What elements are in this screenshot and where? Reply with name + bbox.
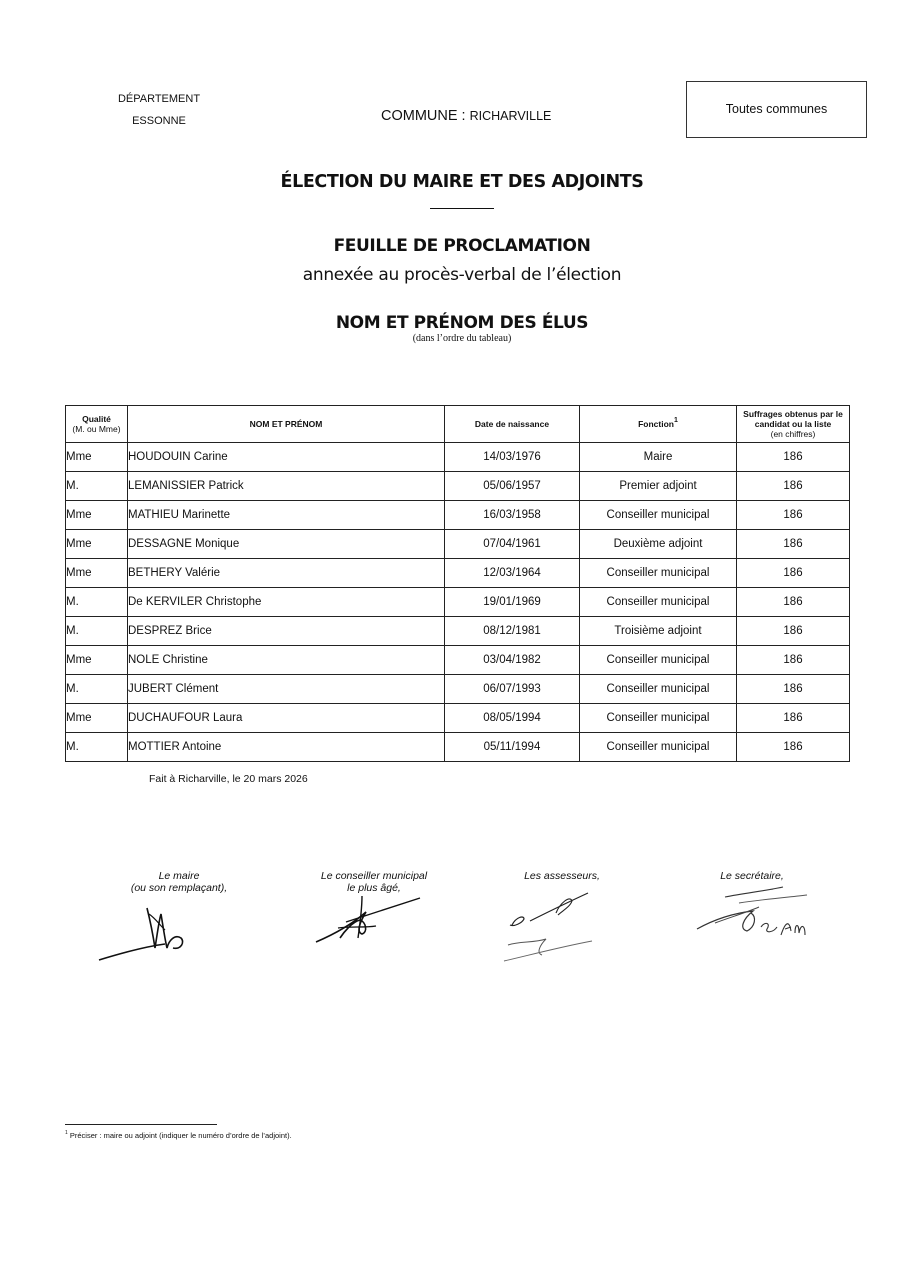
header-qualite — [66, 406, 128, 443]
cell-qualite: Mme — [66, 646, 128, 675]
cell-nom: NOLE Christine — [128, 646, 445, 675]
cell-suffrages: 186 — [737, 617, 850, 646]
cell-fonction: Conseiller municipal — [580, 588, 737, 617]
departement-label: DÉPARTEMENT — [117, 93, 201, 105]
title-divider — [430, 208, 494, 209]
cell-fonction: Premier adjoint — [580, 472, 737, 501]
departement-value: ESSONNE — [132, 115, 186, 127]
signature-label-conseiller — [304, 870, 444, 894]
cell-nom: DUCHAUFOUR Laura — [128, 704, 445, 733]
conseiller-label-line2: le plus âgé, — [347, 882, 401, 894]
table-row — [66, 588, 850, 617]
cell-fonction: Maire — [580, 443, 737, 472]
sheet-subtitle: annexée au procès-verbal de l’élection — [302, 265, 622, 285]
table-row — [66, 733, 850, 762]
cell-nom: MATHIEU Marinette — [128, 501, 445, 530]
header-date: Date de naissance — [445, 406, 580, 443]
cell-nom: LEMANISSIER Patrick — [128, 472, 445, 501]
elected-table — [65, 405, 850, 762]
cell-suffrages: 186 — [737, 588, 850, 617]
header-nom: NOM ET PRÉNOM — [128, 406, 445, 443]
cell-suffrages: 186 — [737, 675, 850, 704]
signature-secretaire — [695, 883, 810, 947]
cell-qualite: M. — [66, 617, 128, 646]
table-row — [66, 472, 850, 501]
header-suffrages-label: Suffrages obtenus par le candidat ou la liste — [743, 409, 843, 429]
header-suffrages-sub: (en chiffres) — [770, 429, 816, 439]
commune-category-text: Toutes communes — [725, 101, 828, 116]
cell-date: 14/03/1976 — [445, 443, 580, 472]
table-row — [66, 559, 850, 588]
conseiller-label-line1: Le conseiller municipal — [320, 870, 428, 882]
cell-fonction: Conseiller municipal — [580, 733, 737, 762]
header-fonction — [580, 406, 737, 443]
cell-qualite: M. — [66, 472, 128, 501]
table-row — [66, 704, 850, 733]
table-row — [66, 675, 850, 704]
cell-date: 05/11/1994 — [445, 733, 580, 762]
header-fonction-footnote-ref: 1 — [673, 417, 678, 425]
cell-fonction: Conseiller municipal — [580, 646, 737, 675]
cell-date: 16/03/1958 — [445, 501, 580, 530]
header-qualite-label: Qualité — [82, 414, 111, 424]
commune-category-box — [686, 81, 867, 138]
signature-label-secretaire: Le secrétaire, — [720, 870, 784, 882]
cell-suffrages: 186 — [737, 501, 850, 530]
cell-fonction: Deuxième adjoint — [580, 530, 737, 559]
cell-nom: DESPREZ Brice — [128, 617, 445, 646]
cell-date: 12/03/1964 — [445, 559, 580, 588]
maire-label-line2: (ou son remplaçant), — [130, 882, 228, 894]
cell-suffrages: 186 — [737, 646, 850, 675]
cell-suffrages: 186 — [737, 443, 850, 472]
cell-date: 19/01/1969 — [445, 588, 580, 617]
cell-nom: JUBERT Clément — [128, 675, 445, 704]
cell-nom: De KERVILER Christophe — [128, 588, 445, 617]
table-row — [66, 501, 850, 530]
table-row — [66, 530, 850, 559]
signature-assesseurs — [500, 885, 600, 965]
header-suffrages — [737, 406, 850, 443]
cell-suffrages: 186 — [737, 733, 850, 762]
names-title: NOM ET PRÉNOM DES ÉLUS — [335, 313, 589, 333]
cell-date: 08/05/1994 — [445, 704, 580, 733]
table-row — [66, 617, 850, 646]
cell-nom: BETHERY Valérie — [128, 559, 445, 588]
table-row — [66, 443, 850, 472]
commune-value: RICHARVILLE — [469, 109, 552, 123]
cell-suffrages: 186 — [737, 530, 850, 559]
names-note: (dans l’ordre du tableau) — [412, 333, 512, 344]
footnote — [65, 1131, 292, 1140]
cell-qualite: Mme — [66, 704, 128, 733]
signature-maire — [95, 900, 195, 966]
footnote-text: Préciser : maire ou adjoint (indiquer le numéro d’ordre de l’adjoint). — [69, 1131, 292, 1140]
cell-qualite: Mme — [66, 559, 128, 588]
cell-qualite: M. — [66, 588, 128, 617]
cell-nom: MOTTIER Antoine — [128, 733, 445, 762]
cell-qualite: Mme — [66, 530, 128, 559]
cell-fonction: Conseiller municipal — [580, 559, 737, 588]
cell-date: 03/04/1982 — [445, 646, 580, 675]
header-qualite-sub: (M. ou Mme) — [72, 424, 121, 434]
cell-date: 06/07/1993 — [445, 675, 580, 704]
header-fonction-label: Fonction — [638, 419, 674, 429]
sheet-title: FEUILLE DE PROCLAMATION — [333, 236, 591, 256]
maire-label-line1: Le maire — [158, 870, 200, 882]
cell-fonction: Troisième adjoint — [580, 617, 737, 646]
table-row — [66, 646, 850, 675]
cell-fonction: Conseiller municipal — [580, 501, 737, 530]
footnote-marker: 1 — [65, 1129, 68, 1136]
cell-suffrages: 186 — [737, 559, 850, 588]
cell-qualite: M. — [66, 733, 128, 762]
signature-conseiller — [310, 892, 425, 948]
cell-qualite: Mme — [66, 443, 128, 472]
table-header-row — [66, 406, 850, 443]
place-date: Fait à Richarville, le 20 mars 2026 — [149, 773, 308, 785]
cell-suffrages: 186 — [737, 704, 850, 733]
cell-fonction: Conseiller municipal — [580, 675, 737, 704]
signature-label-assesseurs: Les assesseurs, — [524, 870, 600, 882]
cell-date: 08/12/1981 — [445, 617, 580, 646]
cell-nom: HOUDOUIN Carine — [128, 443, 445, 472]
cell-date: 07/04/1961 — [445, 530, 580, 559]
cell-date: 05/06/1957 — [445, 472, 580, 501]
commune-label: COMMUNE : — [381, 108, 466, 124]
main-title: ÉLECTION DU MAIRE ET DES ADJOINTS — [280, 172, 644, 192]
cell-suffrages: 186 — [737, 472, 850, 501]
cell-qualite: M. — [66, 675, 128, 704]
commune — [381, 108, 551, 124]
cell-nom: DESSAGNE Monique — [128, 530, 445, 559]
cell-fonction: Conseiller municipal — [580, 704, 737, 733]
footnote-divider — [65, 1124, 217, 1125]
signature-label-maire — [100, 870, 258, 894]
cell-qualite: Mme — [66, 501, 128, 530]
